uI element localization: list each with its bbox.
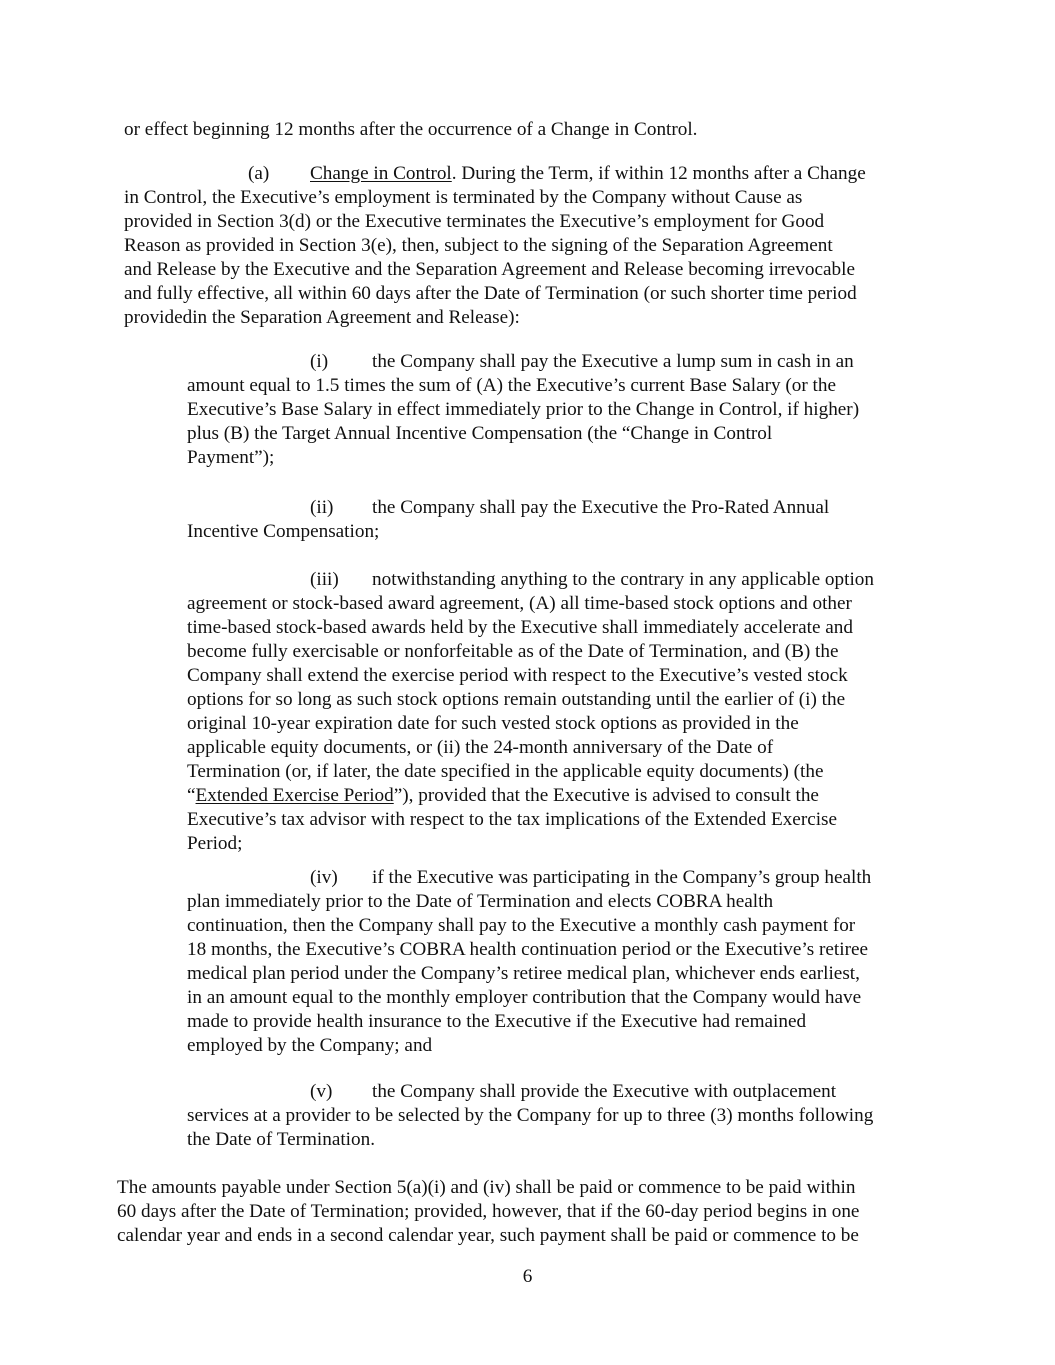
item-line: the Date of Termination.: [187, 1129, 375, 1150]
item-line: Company shall extend the exercise period with respect to the Executive’s vested stock: [187, 665, 848, 686]
section-a-first-line: [310, 162, 866, 186]
item-line: amount equal to 1.5 times the sum of (A) the Executive’s current Base Salary (or the: [187, 375, 836, 396]
item-line: Incentive Compensation;: [187, 521, 380, 542]
intro-line: or effect beginning 12 months after the occurrence of a Change in Control.: [124, 119, 698, 140]
item-line: medical plan period under the Company’s retiree medical plan, whichever ends earliest,: [187, 963, 860, 984]
item-first-line: notwithstanding anything to the contrary in any applicable option: [372, 569, 874, 590]
item-line: options for so long as such stock options remain outstanding until the earlier of (i) the: [187, 689, 846, 710]
item-label: (ii): [310, 497, 334, 518]
item-line: Executive’s Base Salary in effect immediately prior to the Change in Control, if higher): [187, 399, 860, 420]
item-line: continuation, then the Company shall pay to the Executive a monthly cash payment for: [187, 915, 856, 936]
item-line: become fully exercisable or nonforfeitable as of the Date of Termination, and (B) the: [187, 641, 839, 662]
item-line: agreement or stock-based award agreement, (A) all time-based stock options and other: [187, 593, 852, 614]
item-line: Payment”);: [187, 447, 275, 468]
section-a-line: and fully effective, all within 60 days after the Date of Termination (or such shorter time period: [124, 283, 857, 304]
item-first-line: if the Executive was participating in the Company’s group health: [372, 867, 872, 888]
section-a-line: providedin the Separation Agreement and Release):: [124, 307, 520, 328]
item-line: plan immediately prior to the Date of Termination and elects COBRA health: [187, 891, 774, 912]
item-line: made to provide health insurance to the Executive if the Executive had remained: [187, 1011, 807, 1032]
item-line: applicable equity documents, or (ii) the 24-month anniversary of the Date of: [187, 737, 774, 758]
item-line: time-based stock-based awards held by the Executive shall immediately accelerate and: [187, 617, 853, 638]
section-a-label: (a): [248, 163, 270, 184]
item-label: (v): [310, 1081, 333, 1102]
item-line: plus (B) the Target Annual Incentive Compensation (the “Change in Control: [187, 423, 773, 444]
item-line: Period;: [187, 833, 243, 854]
section-a-first-line-rest: . During the Term, if within 12 months after a Change: [451, 163, 866, 184]
item-line: 18 months, the Executive’s COBRA health continuation period or the Executive’s retiree: [187, 939, 868, 960]
item-line: original 10-year expiration date for such vested stock options as provided in the: [187, 713, 799, 734]
closing-line: The amounts payable under Section 5(a)(i) and (iv) shall be paid or commence to be paid within: [117, 1177, 856, 1198]
section-a-line: and Release by the Executive and the Separation Agreement and Release becoming irrevocable: [124, 259, 855, 280]
item-first-line: the Company shall pay the Executive the Pro-Rated Annual: [372, 497, 830, 518]
item-label: (iv): [310, 867, 338, 888]
item-line: Termination (or, if later, the date specified in the applicable equity documents) (the: [187, 761, 824, 782]
item-line: services at a provider to be selected by the Company for up to three (3) months following: [187, 1105, 874, 1126]
section-a-heading: Change in Control: [310, 163, 452, 184]
section-a-line: Reason as provided in Section 3(e), then, subject to the signing of the Separation Agreement: [124, 235, 833, 256]
item-line: in an amount equal to the monthly employer contribution that the Company would have: [187, 987, 862, 1008]
item-first-line: the Company shall provide the Executive with outplacement: [372, 1081, 837, 1102]
item-first-line: the Company shall pay the Executive a lump sum in cash in an: [372, 351, 854, 372]
closing-line: 60 days after the Date of Termination; provided, however, that if the 60-day period begins in one: [117, 1201, 860, 1222]
page-number: 6: [522, 1266, 533, 1287]
item-line: employed by the Company; and: [187, 1035, 433, 1056]
item-defined-term-line: [187, 784, 819, 808]
defined-term-line-rest: ”), provided that the Executive is advised to consult the: [393, 785, 819, 806]
open-quote: “: [187, 785, 196, 806]
closing-line: calendar year and ends in a second calendar year, such payment shall be paid or commence to be: [117, 1225, 859, 1246]
section-a-line: in Control, the Executive’s employment is terminated by the Company without Cause as: [124, 187, 803, 208]
item-line: Executive’s tax advisor with respect to the tax implications of the Extended Exercise: [187, 809, 838, 830]
defined-term-extended-exercise-period: Extended Exercise Period: [195, 785, 394, 806]
item-label: (iii): [310, 569, 339, 590]
item-label: (i): [310, 351, 329, 372]
section-a-line: provided in Section 3(d) or the Executive terminates the Executive’s employment for Good: [124, 211, 825, 232]
